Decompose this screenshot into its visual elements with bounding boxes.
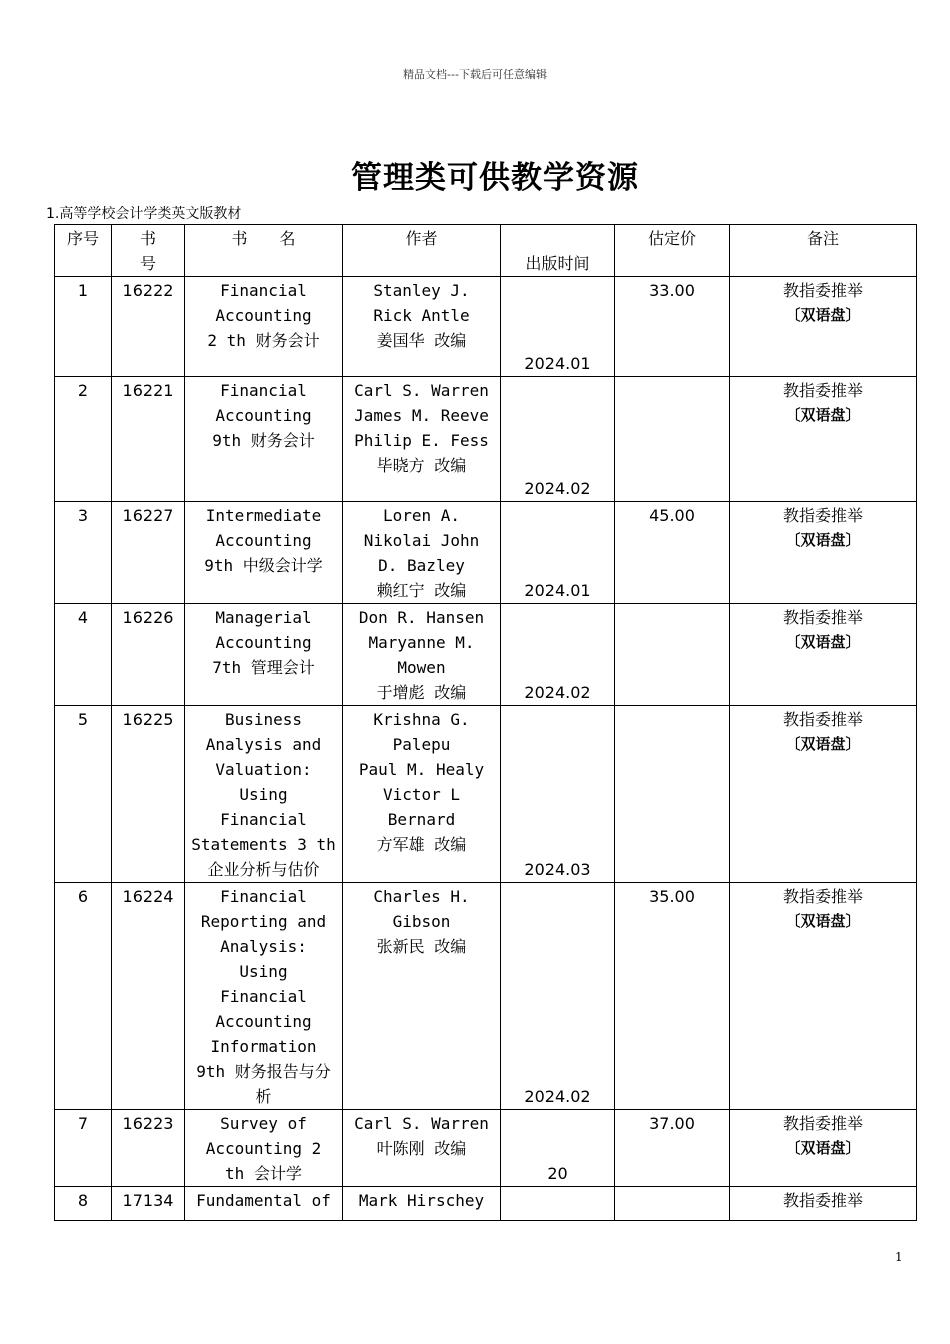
note-bilingual-tag: 〔双语盘〕 [785,633,861,651]
header-no: 序号 [55,225,112,277]
note-bilingual-tag: 〔双语盘〕 [785,1139,861,1157]
book-title-line: 7th 管理会计 [212,658,315,677]
cell-no [55,502,112,604]
author-line: Maryanne M. [368,633,475,652]
cell-price [615,1110,730,1187]
cell-author [343,604,501,706]
row-number: 1 [77,281,89,300]
cell-no [55,604,112,706]
book-title-line: 2 th 财务会计 [207,331,320,350]
table-row [55,1187,917,1221]
author-line: Krishna G. [373,710,470,729]
author-line: Carl S. Warren [354,1114,489,1133]
cell-price [615,502,730,604]
cell-author [343,502,501,604]
author-line: Philip E. Fess [354,431,489,450]
author-line: Paul M. Healy [358,760,485,779]
table-row [55,377,917,502]
cell-code [112,1187,185,1221]
book-title-line: Reporting and [200,912,327,931]
book-title-line: Intermediate [205,506,322,525]
cell-date [501,377,615,502]
cell-name [185,1187,343,1221]
cell-no [55,277,112,377]
publish-date: 2024.02 [524,479,591,498]
author-line: Don R. Hansen [358,608,485,627]
book-title-line: Accounting [215,406,312,425]
author-line: 姜国华 改编 [376,331,467,350]
cell-no [55,706,112,883]
cell-price [615,604,730,706]
cell-date [501,1110,615,1187]
book-title-line: Accounting [215,306,312,325]
cell-code [112,502,185,604]
author-line: Stanley J. [373,281,470,300]
book-title-line: Accounting [215,1012,312,1031]
cell-price [615,706,730,883]
note-recommend: 教指委推举 [782,608,863,627]
book-title-line: Accounting [215,633,312,652]
cell-note [730,277,917,377]
cell-no [55,1187,112,1221]
publish-date: 2024.01 [524,581,591,600]
note-bilingual-tag: 〔双语盘〕 [785,306,861,324]
header-code-a: 书 [139,229,156,248]
author-line: 方军雄 改编 [376,835,467,854]
cell-name [185,604,343,706]
header-price: 估定价 [615,225,730,277]
cell-code [112,377,185,502]
cell-date [501,604,615,706]
header-name: 书 名 [185,225,343,277]
book-title-line: Analysis: [220,937,307,956]
cell-author [343,277,501,377]
author-line: Bernard [387,810,456,829]
note-recommend: 教指委推举 [782,1114,863,1133]
author-line: James M. Reeve [354,406,489,425]
table-row [55,883,917,1110]
cell-note [730,1187,917,1221]
section-title: 1.高等学校会计学类英文版教材 [46,206,242,222]
publish-date: 2024.01 [524,354,591,373]
book-title-line: Using [239,785,288,804]
cell-price [615,277,730,377]
note-bilingual-tag: 〔双语盘〕 [785,531,861,549]
cell-code [112,883,185,1110]
cell-note [730,502,917,604]
cell-name [185,502,343,604]
estimated-price: 35.00 [649,887,695,906]
cell-code [112,1110,185,1187]
author-line: Carl S. Warren [354,381,489,400]
row-number: 3 [77,506,89,525]
estimated-price: 45.00 [649,506,695,525]
header-watermark: 精品文档---下载后可任意编辑 [403,68,547,81]
cell-date [501,1187,615,1221]
publish-date: 2024.02 [524,683,591,702]
book-code: 16222 [122,281,174,300]
author-line: D. Bazley [378,556,465,575]
cell-author [343,1110,501,1187]
book-title-line: Financial [220,381,307,400]
book-title-line: Financial [220,281,307,300]
publish-date: 2024.02 [524,1087,591,1106]
cell-date [501,277,615,377]
estimated-price: 33.00 [649,281,695,300]
note-recommend: 教指委推举 [782,887,863,906]
author-line: Palepu [392,735,451,754]
cell-price [615,1187,730,1221]
page-title: 管理类可供教学资源 [351,160,639,196]
author-line: Mark Hirschey [358,1191,485,1210]
note-recommend: 教指委推举 [782,506,863,525]
book-title-line: Managerial [215,608,312,627]
book-title-line: 9th 财务报告与分析 [196,1062,331,1106]
book-title-line: Survey of [220,1114,307,1133]
row-number: 7 [77,1114,89,1133]
author-line: 张新民 改编 [376,937,467,956]
author-line: Mowen [397,658,446,677]
book-title-line: 企业分析与估价 [207,860,320,879]
cell-price [615,883,730,1110]
book-title-line: Accounting 2 [205,1139,322,1158]
book-title-line: th 会计学 [225,1164,302,1183]
cell-name [185,883,343,1110]
book-title-line: 9th 中级会计学 [204,556,323,575]
book-title-line: 9th 财务会计 [212,431,315,450]
book-code: 16227 [122,506,174,525]
book-title-line: Using [239,962,288,981]
table-row [55,277,917,377]
author-line: Nikolai John [363,531,480,550]
header-code [112,225,185,277]
row-number: 2 [77,381,89,400]
cell-code [112,604,185,706]
table-row [55,1110,917,1187]
estimated-price: 37.00 [649,1114,695,1133]
row-number: 6 [77,887,89,906]
cell-code [112,706,185,883]
book-title-line: Accounting [215,531,312,550]
header-note: 备注 [730,225,917,277]
cell-note [730,1110,917,1187]
cell-note [730,377,917,502]
table-header-row [55,225,917,277]
cell-name [185,377,343,502]
header-date [501,225,615,277]
note-recommend: 教指委推举 [782,710,863,729]
cell-price [615,377,730,502]
note-recommend: 教指委推举 [782,381,863,400]
table-row [55,502,917,604]
row-number: 4 [77,608,89,627]
book-title-line: Financial [220,810,307,829]
books-table [54,224,917,1221]
note-bilingual-tag: 〔双语盘〕 [785,735,861,753]
book-code: 16223 [122,1114,174,1133]
cell-no [55,883,112,1110]
book-title-line: Analysis and [205,735,322,754]
header-author: 作者 [343,225,501,277]
cell-no [55,1110,112,1187]
cell-name [185,1110,343,1187]
publish-date: 20 [547,1164,568,1183]
cell-author [343,883,501,1110]
table-row [55,706,917,883]
book-title-line: Financial [220,987,307,1006]
page-number: 1 [895,1250,903,1264]
cell-no [55,377,112,502]
publish-date: 2024.03 [524,860,591,879]
author-line: Victor L [382,785,461,804]
book-title-line: Statements 3 th [191,835,336,854]
header-date-label: 出版时间 [525,254,590,273]
row-number: 8 [77,1191,89,1210]
cell-code [112,277,185,377]
book-title-line: Fundamental of [196,1191,331,1210]
author-line: 叶陈刚 改编 [376,1139,467,1158]
book-code: 16221 [122,381,174,400]
cell-date [501,502,615,604]
cell-author [343,1187,501,1221]
book-code: 16226 [122,608,174,627]
cell-name [185,277,343,377]
note-bilingual-tag: 〔双语盘〕 [785,912,861,930]
row-number: 5 [77,710,89,729]
cell-note [730,883,917,1110]
book-title-line: Business [224,710,303,729]
book-title-line: Financial [220,887,307,906]
cell-name [185,706,343,883]
note-bilingual-tag: 〔双语盘〕 [785,406,861,424]
table-row [55,604,917,706]
header-code-b: 号 [139,254,156,273]
author-line: Rick Antle [373,306,470,325]
cell-author [343,377,501,502]
book-code: 16225 [122,710,174,729]
author-line: 毕晓方 改编 [376,456,467,475]
note-recommend: 教指委推举 [782,1191,863,1210]
cell-note [730,706,917,883]
book-code: 17134 [122,1191,174,1210]
author-line: Gibson [392,912,451,931]
cell-date [501,706,615,883]
book-title-line: Valuation: [215,760,312,779]
author-line: 于增彪 改编 [376,683,467,702]
book-code: 16224 [122,887,174,906]
author-line: Loren A. [382,506,461,525]
author-line: Charles H. [373,887,470,906]
cell-note [730,604,917,706]
cell-author [343,706,501,883]
note-recommend: 教指委推举 [782,281,863,300]
book-title-line: Information [210,1037,317,1056]
cell-date [501,883,615,1110]
author-line: 赖红宁 改编 [376,581,467,600]
